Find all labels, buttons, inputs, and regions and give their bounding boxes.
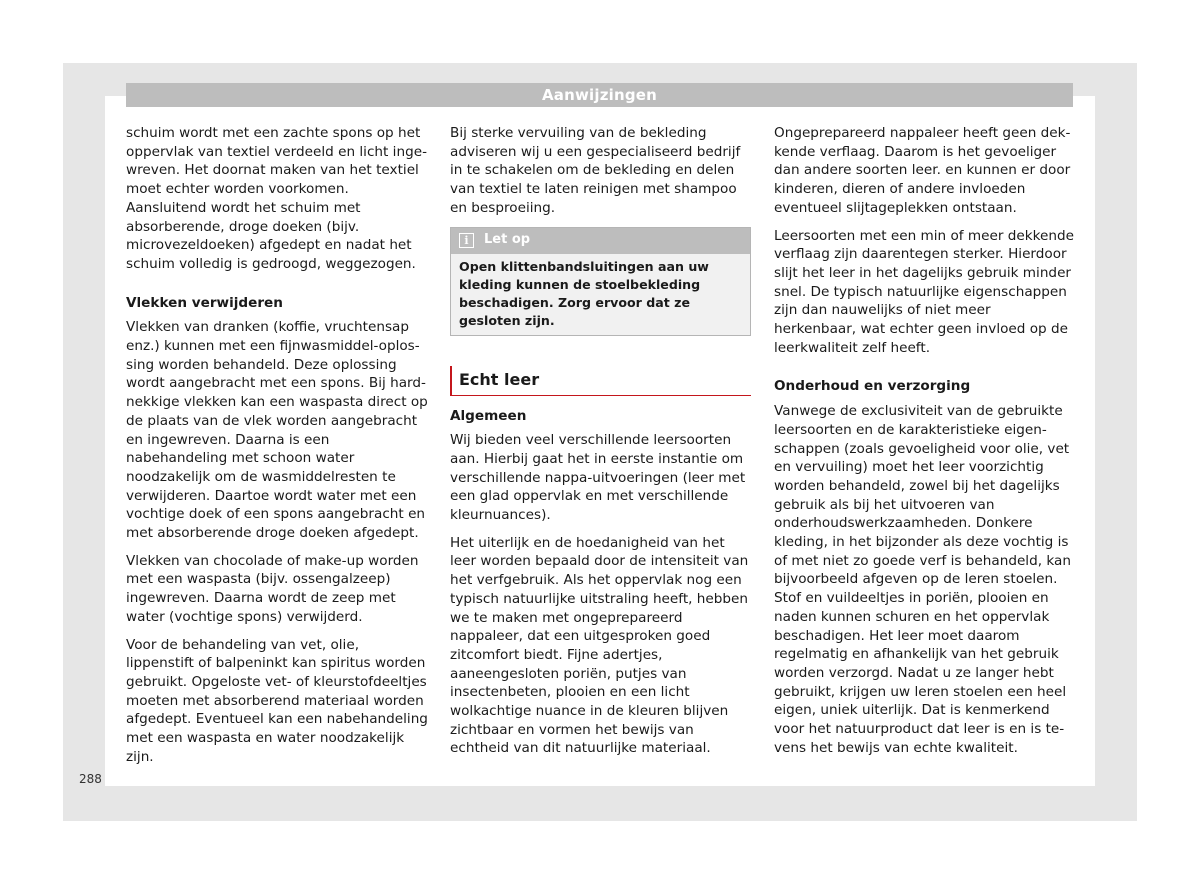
subheading-stains: Vlekken verwijderen bbox=[126, 294, 283, 311]
info-icon: i bbox=[459, 233, 474, 248]
paragraph: Vlekken van chocolade of make-up worden met een waspasta (bijv. ossengalzeep) ingewreven. Daarna wordt de zeep met water (vochtige spons) verwijderd. bbox=[126, 552, 419, 625]
paragraph: Vanwege de exclusiviteit van de gebruikte leersoorten en de karakteristieke eigenschappen (zoals gevoeligheid voor olie, vet en vervuiling) moet het leer voorzichtig worden behandeld, zowel bij het dagelijks gebruik als bij het uitvoeren van onderhoudswerkzaamheden. Donkere kleding, in het bijzonder als deze vochtig is of met niet zo goede verf is behandeld, kan bijvoorbeeld afgeven op de leren stoelen. Stof en vuildeeltjes in poriën, plooien en naden kunnen schuren en het oppervlak beschadigen. Het leer moet daarom regelmatig en afhankelijk van het gebruik worden verzorgd. Nadat u ze langer hebt gebruikt, krijgen uw leren stoelen een heel eigen, uniek uiterlijk. Dat is kenmerkend voor het natuurproduct dat leer is en is tevens het bewijs van echte kwaliteit. bbox=[774, 403, 1071, 756]
paragraph: Leersoorten met een min of meer dekkende verflaag zijn daarentegen sterker. Hierdoor slijt het leer in het dagelijks gebruik minder snel. De typisch natuurlijke eigenschappen zijn dan nauwelijks of niet meer herkenbaar, wat echter geen invloed op de leerkwaliteit zelf heeft. bbox=[774, 227, 1074, 356]
notice-box bbox=[450, 227, 751, 336]
page-number: 288 bbox=[79, 772, 102, 786]
paragraph: Bij sterke vervuiling van de bekleding adviseren wij u een gespecialiseerd bedrijf in te schakelen om de bekleding en delen van textiel te laten reinigen met shampoo en besproeiing. bbox=[450, 125, 741, 216]
paragraph: schuim wordt met een zachte spons op het oppervlak van textiel verdeeld en licht ingewreven. Het doornat maken van het textiel moet echter worden voorkomen. Aansluitend wordt het schuim met absorberende, droge doeken (bijv. microvezeldoeken) afgedept en nadat het schuim volledig is gedroogd, weggezogen. bbox=[126, 125, 427, 272]
paragraph: Wij bieden veel verschillende leersoorten aan. Hierbij gaat het in eerste instantie om verschillende nappa-uitvoeringen (leer met een glad oppervlak en met verschillende kleurnuances). bbox=[450, 432, 746, 524]
section-header-bar bbox=[126, 83, 1073, 107]
notice-header bbox=[451, 228, 750, 254]
subheading-care: Onderhoud en verzorging bbox=[774, 378, 971, 395]
paragraph: Ongeprepareerd nappaleer heeft geen dekkende verflaag. Daarom is het gevoeliger dan andere soorten leer. en kunnen er door kinderen, dieren of andere invloeden eventueel slijtageplekken ontstaan. bbox=[774, 125, 1071, 216]
subheading-general: Algemeen bbox=[450, 407, 527, 424]
paragraph: Vlekken van dranken (koffie, vruchtensap enz.) kunnen met een fijnwasmiddel-oplossing worden behandeld. Deze oplossing wordt aangebracht met een spons. Bij hardnekkige vlekken kan een waspasta direct op de plaats van de vlek worden aangebracht en ingewreven. Daarna is een nabehandeling met schoon water noodzakelijk om de wasmiddelresten te verwijderen. Daartoe wordt water met een vochtige doek of een spons aangebracht en met absorberende droge doeken afgedept. bbox=[126, 319, 428, 542]
notice-title: Let op bbox=[484, 232, 531, 248]
column-right bbox=[774, 124, 1074, 767]
notice-body: Open klittenbandsluitingen aan uw kleding kunnen de stoelbekleding beschadigen. Zorg ervoor dat ze gesloten zijn. bbox=[459, 258, 709, 328]
paragraph: Voor de behandeling van vet, olie, lippenstift of balpeninkt kan spiritus worden gebruikt. Opgeloste vet- of kleurstofdeeltjes moeten met absorberend materiaal worden afgedept. Eventueel kan een nabehandeling met een waspasta en water noodzakelijk zijn. bbox=[126, 636, 428, 765]
paragraph: Het uiterlijk en de hoedanigheid van het leer worden bepaald door de intensiteit van het verfgebruik. Als het oppervlak nog een typisch natuurlijke uitstraling heeft, hebben we te maken met ongeprepareerd nappaleer, dat een uitgesproken goed zitcomfort biedt. Fijne adertjes, aaneengesloten poriën, putjes van insectenbeten, plooien en een licht wolkachtige nuance in de kleuren blijven zichtbaar en vormen het bewijs van echtheid van dit natuurlijke materiaal. bbox=[450, 534, 749, 757]
section-heading-leather bbox=[450, 366, 751, 396]
section-title: Echt leer bbox=[459, 369, 540, 389]
column-left bbox=[126, 124, 428, 776]
section-header-title: Aanwijzingen bbox=[541, 86, 658, 104]
column-middle bbox=[450, 124, 752, 767]
